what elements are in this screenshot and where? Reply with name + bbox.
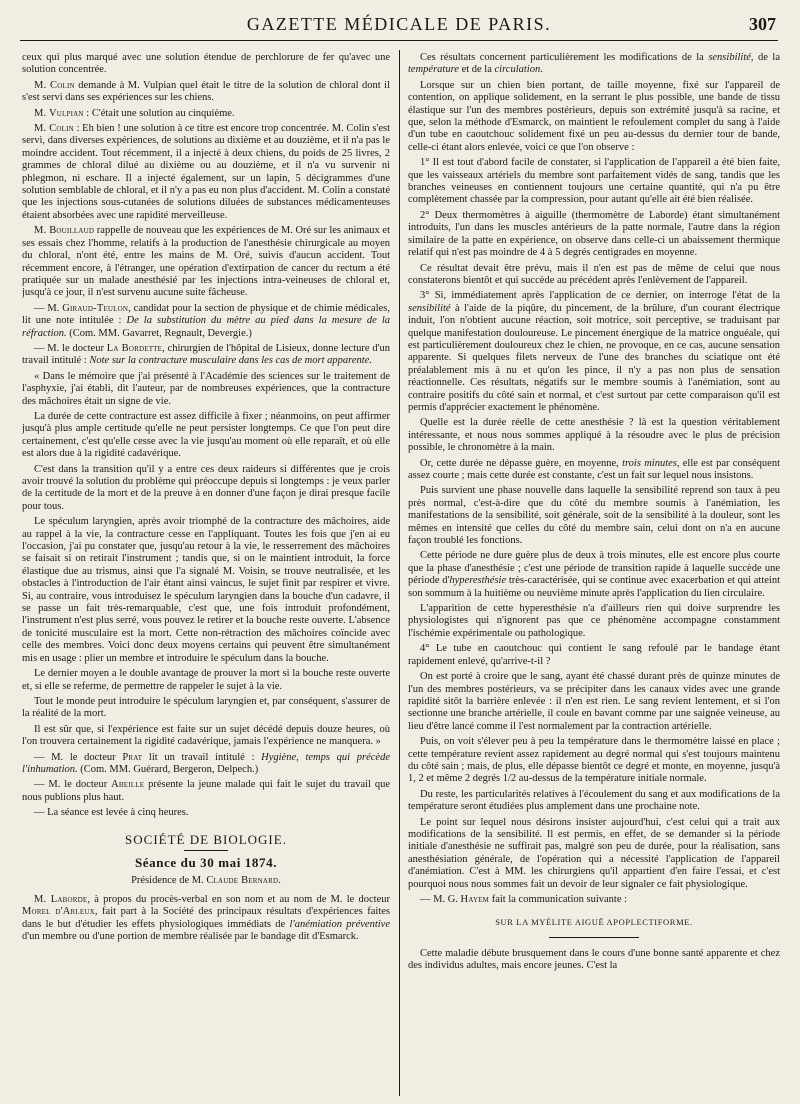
paragraph-text: — M. bbox=[34, 302, 63, 314]
paragraph bbox=[408, 458, 780, 483]
speaker-name: M. Bouillaud bbox=[34, 225, 95, 237]
page-header bbox=[20, 12, 778, 41]
paragraph: Quelle est la durée réelle de cette anesthésie ? là est la question véritablement intéressante, et nous nous sommes appliqué à la résoudre avec le plus de précision possible, le chronomètre à la main. bbox=[408, 417, 780, 454]
president-name: Claude Bernard bbox=[206, 875, 279, 887]
paragraph bbox=[22, 343, 390, 368]
paragraph bbox=[22, 108, 390, 120]
paragraph bbox=[22, 779, 390, 804]
emphasis: l'anémiation préventive bbox=[289, 918, 390, 930]
paragraph: Lorsque sur un chien bien portant, de taille moyenne, fixé sur l'appareil de contention, on applique solidement, en la serrant le plus possible, une bande de tissu élastique sur l'un des membres postérieurs, depuis son extrémité jusqu'à sa racine, et que, selon la méthode d'Esmarck, on maintient le refoulement complet du sang à l'aide d'un tube en caoutchouc solidement fixé un peu au-dessus du dernier tour de bande, celle-ci étant alors enlevée, voici ce que l'on observe : bbox=[408, 79, 780, 153]
presidency-text: . bbox=[278, 875, 281, 887]
paragraph: 2° Deux thermomètres à aiguille (thermomètre de Laborde) étant simultanément introduits, l'un dans les muscles antérieurs de la patte normale, l'autre dans la région similaire de la patte en expérience, on observe dans celle-ci un abaissement thermique relatif qui n'est pas moindre de 4 à 5 degrés centigrades en moyenne. bbox=[408, 209, 780, 259]
emphasis: hyperesthésie bbox=[449, 575, 507, 587]
emphasis: température bbox=[408, 64, 459, 76]
paragraph: 1° Il est tout d'abord facile de constater, si l'application de l'appareil a été bien faite, que les vaisseaux artériels du membre sont parfaitement vidés de sang, tandis que les branches veineuses en contiennent toujours une certaine quantité, qui n'a pu être complètement chassée par la compression, pour autant qu'elle ait été bien réalisée. bbox=[408, 157, 780, 206]
subheading-divider bbox=[549, 937, 639, 938]
paragraph-text: : C'était une solution au cinquième. bbox=[83, 107, 235, 119]
paragraph-text: , de la bbox=[750, 52, 780, 63]
paragraph: C'est dans la transition qu'il y a entre ces deux raideurs si différentes que je crois avoir trouvé la solution du problème qui préoccupe depuis si longtemps : je veux parler de la certitude de la mort et de la preuve à en donner d'une façon je dirai presque facile pour tous. bbox=[22, 463, 390, 512]
paragraph-text: demande à M. Vulpian quel était le titre de la solution de chloral dont il s'est servi dans ses expériences sur les chiens. bbox=[22, 79, 390, 104]
paragraph: La durée de cette contracture est assez difficile à fixer ; néanmoins, on peut affirmer jusqu'à plus ample certitude qu'elle ne peut persister longtemps. Ce que l'on peut dire certainement, c'est qu'elle cesse avec la vie jusqu'au moment où elle reparaît, et où elle est alors due à la rigidité cadavérique. bbox=[22, 410, 390, 460]
paragraph: Il est sûr que, si l'expérience est faite sur un sujet décédé depuis douze heures, où l'on trouvera certainement la rigidité cadavérique, jamais l'expérience ne manquera. » bbox=[22, 723, 390, 748]
paragraph bbox=[408, 550, 780, 600]
paragraph-text: , candidat pour la section de physique et de chimie médicales, lit une note intitulée : bbox=[22, 302, 390, 327]
paragraph-text: (Com. MM. Guérard, Bergeron, Delpech.) bbox=[77, 763, 259, 775]
paragraph-text: rappelle de nouveau que les expériences de M. Oré sur les animaux et ses essais chez l'homme, relatifs à la production de l'anesthésie chirurgicale au moyen du chloral, n'ont été, entre les mains de M. Oré, suivis d'aucun accident. Tout récemment encore, à l'étranger, une opération d'extirpation de cancer du rectum a été pratiquée sur un malade anesthésié par les injections intra-veineuses de chloral et, jusqu'à ce jour, il n'est survenu aucune suite fâcheuse. bbox=[22, 225, 390, 299]
right-column bbox=[408, 52, 780, 1096]
emphasis: circulation bbox=[494, 64, 541, 76]
paragraph: Du reste, les particularités relatives à l'écoulement du sang et aux modifications de la température seront étudiées plus amplement dans une prochaine note. bbox=[408, 788, 780, 813]
paragraph bbox=[22, 225, 390, 299]
paragraph-text: , chirurgien de l'hôpital de Lisieux, donne lecture d'un travail intitulé : bbox=[22, 342, 390, 367]
session-heading: Séance du 30 mai 1874. bbox=[134, 854, 278, 870]
paragraph-text: Cette période ne dure guère plus de deux à trois minutes, elle est encore plus courte que la phase d'anesthésie ; c'est une période de transition rapide à laquelle succède une période d' bbox=[408, 550, 780, 587]
paragraph-text: à l'aide de la piqûre, du pincement, de la brûlure, d'un courant électrique induit, l'on n'obtient aucune réaction, soit motrice, soit perceptive, se traduisant par quelque manifestation douloureuse. Le pincement énergique de la matrice onguéale, qui est particulièrement douloureux chez le chien, ne provoque, en ce cas, aucune sensation apparente. Si quelques filets nerveux de l'une des branches du sciatique ont été préalablement mis à nu et qu'on les pince, il n'y a pas non plus de sensation réactionnelle. Ces résultats, négatifs sur le membre soumis à l'anémiation, sont au contraire positifs du côté sain et normal, et c'est surtout par cette comparaison qu'il est permis d'apprécier exactement le phénomène. bbox=[408, 302, 780, 413]
paragraph-text: présente la jeune malade qui fait le sujet du travail que nous publions plus haut. bbox=[22, 779, 390, 803]
emphasis: sensibilité bbox=[408, 302, 451, 314]
paragraph-text: 3° Si, immédiatement après l'application de ce dernier, on interroge l'état de la bbox=[420, 290, 780, 302]
paragraph: Le dernier moyen a le double avantage de prouver la mort si la bouche reste ouverte et, si elle se referme, de permettre de rappeler le sujet à la vie. bbox=[22, 668, 390, 692]
work-title: Hygiène, temps qui précède l'inhumation. bbox=[22, 751, 390, 775]
paragraph-text: , à propos du procès-verbal en son nom et au nom de M. le docteur bbox=[87, 893, 390, 905]
section-divider bbox=[184, 850, 228, 851]
paragraph bbox=[408, 290, 780, 414]
journal-title: GAZETTE MÉDICALE DE PARIS. bbox=[246, 14, 552, 34]
paragraph-text: et de la bbox=[458, 64, 495, 76]
paragraph: L'apparition de cette hyperesthésie n'a d'ailleurs rien qui doive surprendre les physiologistes qui n'ignorent pas que ce phénomène accompagne constamment l'ischémie expérimentale ou pathologique. bbox=[408, 603, 780, 639]
paragraph-text: . bbox=[540, 64, 543, 76]
paragraph-text: — M. le docteur bbox=[34, 342, 107, 354]
paragraph-text: : Eh bien ! une solution à ce titre est encore trop concentrée. M. Colin s'est servi, dans diverses expériences, de solutions au dixième et au douzième, et il n'a pas le moindre accident. Tout récemment, il a injecté à deux chiens, du poids de 25 livres, 2 grammes de chloral dilué au dixième ou au douzième, et il n'a vu survenir ni phlegmon, ni eschare. Il a injecté également, sur un lapin, 5 décigrammes d'une solution semblable de chloral, et il n'y a pas eu non plus d'accident. M. Colin a constaté que les injections sous-cutanées de solutions diluées de substances médicamenteuses étaient absorbées avec une rapidité merveilleuse. bbox=[22, 123, 390, 221]
paragraph: Puis, on voit s'élever peu à peu la température dans le thermomètre laissé en place ; cette température revient assez rapidement au degré normal qui s'est toujours maintenu du côté sain ; mais, de plus, elle dépasse bientôt ce degré et monte, en moyenne, jusqu'à 1, 2 et même 2 degrés 1/2 au-dessus de la température initiale normale. bbox=[408, 736, 780, 785]
presidency-text: Présidence de M. bbox=[131, 875, 207, 887]
paragraph-text: — M. le docteur bbox=[34, 751, 123, 763]
paragraph bbox=[22, 752, 390, 777]
paragraph: Le spéculum laryngien, après avoir triomphé de la contracture des mâchoires, aide au rappel à la vie, la contracture cesse en l'appliquant. Toutes les fois que j'en ai eu l'occasion, j'ai pu constater que, jusqu'au retour à la vie, le resserrement des mâchoires se faisait si on retirait l'instrument ; tandis que, si on le maintient introduit, la force élastique due au trismus, ainsi que l'a signalé M. Voisin, se trouve neutralisée, et les obstacles à l'introduction de l'air étant ainsi vaincus, le sujet finit par respirer et vivre. Si, au contraire, vous introduisez le spéculum laryngien dans la bouche d'un cadavre, il se passe un fait très-remarquable, c'est que, une fois introduit profondément, l'instrument n'est plus serré, vous pouvez le retirer et la bouche reste ouverte. L'absence de tonicité musculaire est la mort. Cette non-rétraction des mâchoires coïncide avec celle des membres. Voici donc deux moyens certains qui peuvent être simultanément mis en usage : plier un membre et introduire le spéculum dans la bouche. bbox=[22, 516, 390, 664]
speaker-name: Abeille bbox=[111, 779, 145, 791]
paragraph bbox=[22, 894, 390, 944]
paragraph: Le point sur lequel nous désirons insister aujourd'hui, c'est celui qui a trait aux modifications de la sensibilité. Il est permis, en effet, de se demander si la période initiale d'anesthésie ne suffirait pas, malgré son peu de durée, pour la réalisation, sans anesthésiation générale, de l'opération qui a nécessité l'application de l'appareil d'anémiation. C'est à MM. les chirurgiens qu'il appartient d'en faire l'essai, et c'est pourquoi nous nous sommes fait un devoir de leur signaler ce fait physiologique. bbox=[408, 816, 780, 890]
speaker-name: La Bordette bbox=[106, 342, 163, 354]
speaker-name: Hayem bbox=[460, 894, 490, 905]
paragraph-text: lit un travail intitulé : bbox=[142, 751, 262, 763]
paragraph-text: — M. G. bbox=[420, 894, 461, 905]
presidency-line bbox=[22, 875, 390, 887]
speaker-name: Prat bbox=[122, 751, 143, 763]
column-divider bbox=[399, 50, 400, 1096]
paragraph: Puis survient une phase nouvelle dans laquelle la sensibilité reprend son taux à peu près normal, c'est-à-dire que du côté du membre soumis à l'anémiation, les manifestations de la sensibilité, soit générale, soit de la sensibilité à la douleur, sont les mêmes en intensité que celles du côté du membre sain, celui dont on n'a en aucune façon troublé les fonctions. bbox=[408, 485, 780, 547]
left-column bbox=[22, 52, 390, 1096]
paragraph: On est porté à croire que le sang, ayant été chassé durant près de quinze minutes de l'un des membres postérieurs, va se précipiter dans les canaux vides avec une grande rapidité sitôt la barrière enlevée : il n'en est rien. Le sang revient lentement, et si l'on sectionne une branche artérielle, il coule en bavant comme par une saignée veineuse, au lieu d'être lancé comme il l'est normalement par la contraction artérielle. bbox=[408, 671, 780, 732]
article-subheading: SUR LA MYÉLITE AIGUË APOPLECTIFORME. bbox=[495, 917, 693, 928]
paragraph-text: très-caractérisée, qui se continue avec exacerbation et qui atteint son sommum à la huitième ou neuvième minute après l'application du lien circulaire. bbox=[408, 575, 780, 599]
paragraph-text: d'un membre ou d'une portion de membre réalisée par le bandage dit d'Esmarck. bbox=[22, 931, 359, 942]
paragraph-text: Ces résultats concernent particulièrement les modifications de la bbox=[420, 52, 709, 63]
work-title: De la substitution du mètre au pied dans la mesure de la réfraction. bbox=[22, 315, 390, 339]
speaker-name: Morel d'Arleux bbox=[22, 906, 95, 918]
paragraph bbox=[408, 52, 780, 77]
paragraph-text: Or, cette durée ne dépasse guère, en moyenne, bbox=[420, 457, 623, 469]
section-title: SOCIÉTÉ DE BIOLOGIE. bbox=[125, 831, 287, 847]
paragraph: — La séance est levée à cinq heures. bbox=[34, 807, 189, 819]
paragraph: « Dans le mémoire que j'ai présenté à l'Académie des sciences sur le traitement de l'asphyxie, j'ai établi, dit l'auteur, par de nombreuses expériences, que la contracture des mâchoires était un signe de vie. bbox=[22, 370, 390, 407]
speaker-name: M. Colin bbox=[34, 123, 74, 135]
paragraph bbox=[22, 303, 390, 340]
speaker-name: M. Vulpian bbox=[34, 107, 84, 119]
paragraph bbox=[22, 123, 390, 222]
paragraph bbox=[22, 80, 390, 105]
emphasis: sensibilité bbox=[708, 52, 751, 63]
paragraph: Cette maladie débute brusquement dans le cours d'une bonne santé apparente et chez des individus adultes, mais encore jeunes. C'est la bbox=[408, 947, 780, 972]
page-number: 307 bbox=[749, 14, 776, 34]
paragraph-text: , elle est par conséquent assez courte ; mais cette durée est constante, c'est un fait sur lequel nous insistons. bbox=[408, 457, 780, 481]
speaker-name: M. Colin bbox=[34, 79, 75, 91]
paragraph-text: (Com. MM. Gavarret, Regnault, Devergie.) bbox=[66, 327, 252, 339]
paragraph-text: fait la communication suivante : bbox=[489, 894, 628, 905]
paragraph: Ce résultat devait être prévu, mais il n'en est pas de même de celui que nous constaterons bientôt et qui succède au précédent après l'enlèvement de l'appareil. bbox=[408, 262, 780, 286]
paragraph bbox=[408, 894, 780, 906]
emphasis: trois minutes bbox=[622, 457, 677, 469]
paragraph-text: — M. le docteur bbox=[34, 779, 112, 791]
speaker-name: M. Laborde bbox=[34, 893, 88, 905]
speaker-name: Giraud-Teulon bbox=[62, 302, 129, 314]
paragraph: 4° Le tube en caoutchouc qui contient le sang refoulé par le bandage étant rapidement enlevé, qu'arrive-t-il ? bbox=[408, 643, 780, 667]
paragraph: ceux qui plus marqué avec une solution étendue de perchlorure de fer qu'avec une solution concentrée. bbox=[22, 52, 390, 76]
paragraph-text: , fait part à la Société des principaux résultats d'expériences faites dans le but d'étudier les effets physiologiques immédiats de bbox=[22, 906, 390, 930]
paragraph: Tout le monde peut introduire le spéculum laryngien et, par conséquent, s'assurer de la réalité de la mort. bbox=[22, 695, 390, 720]
work-title: Note sur la contracture musculaire dans les cas de mort apparente. bbox=[89, 355, 372, 367]
